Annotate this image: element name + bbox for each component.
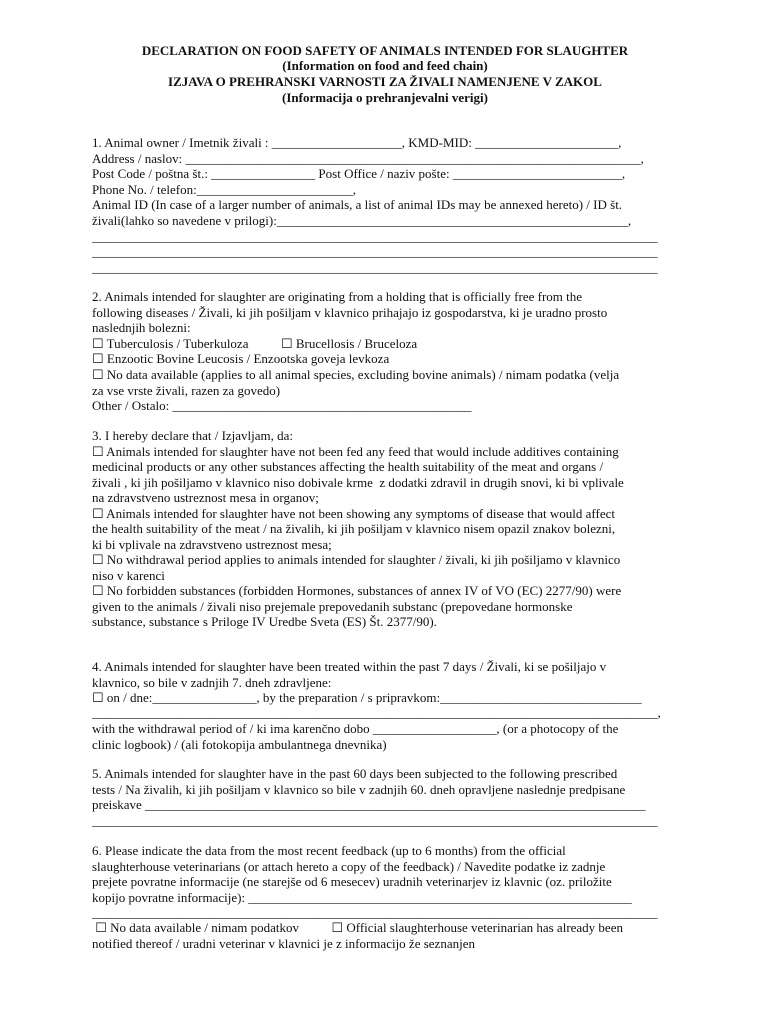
section3-line: na zdravstveno ustreznost mesa in organov; (92, 490, 319, 505)
feedback-line: kopijo povratne informacije): ___________________________________________________________ (92, 890, 632, 905)
tests-line: preiskave _____________________________________________________________________________ (92, 797, 646, 812)
section2-line: 2. Animals intended for slaughter are originating from a holding that is officially free from the (92, 289, 583, 304)
section3-line: the health suitability of the meat / na živalih, ki jih pošiljam v klavnico nisem opazil znakov bolezni, (92, 521, 616, 536)
section3-line: ki bi vplivale na zdravstveno ustreznost mesa; (92, 537, 332, 552)
feedback-checkbox-line: ☐ No data available / nimam podatkov ☐ Official slaughterhouse veterinarian has already been (92, 920, 623, 935)
subtitle-en: (Information on food and feed chain) (282, 58, 488, 73)
other-line: Other / Ostalo: ______________________________________________ (92, 398, 472, 413)
blank-line: _______________________________________________________________________________________ (92, 260, 658, 275)
section5-line: 5. Animals intended for slaughter have in the past 60 days been subjected to the following prescribed (92, 766, 618, 781)
post-code-line: Post Code / poštna št.: ________________ Post Office / naziv pošte: __________________________, (92, 166, 626, 181)
declaration-checkbox-line: ☐ Animals intended for slaughter have not been showing any symptoms of disease that would affect (92, 506, 615, 521)
section5-line: tests / Na živalih, ki jih pošiljam v klavnico so bile v zadnjih 60. dneh opravljene naslednje predpisane (92, 782, 626, 797)
section2-line: za vse vrste živali, razen za govedo) (92, 383, 281, 398)
section6-line: prejete povratne informacije (ne starejše od 6 mesecev) uradnih veterinarjev iz klavnic (oz. priložite (92, 874, 612, 889)
declaration-checkbox-line: ☐ No withdrawal period applies to animals intended for slaughter / živali, ki jih pošiljamo v klavnico (92, 552, 621, 567)
section3-line: given to the animals / živali niso prejemale prepovedanih substanc (prepovedane hormonske (92, 599, 573, 614)
owner-line: 1. Animal owner / Imetnik živali : ____________________, KMD-MID: ______________________, (92, 135, 622, 150)
title-en: DECLARATION ON FOOD SAFETY OF ANIMALS INTENDED FOR SLAUGHTER (141, 43, 629, 58)
withdrawal-line: with the withdrawal period of / ki ima karenčno dobo ___________________, (or a photocopy of the (92, 721, 619, 736)
address-line: Address / naslov: ______________________________________________________________________, (92, 151, 644, 166)
section6-line: 6. Please indicate the data from the most recent feedback (up to 6 months) from the official (92, 843, 566, 858)
section3-heading: 3. I hereby declare that / Izjavljam, da: (92, 428, 294, 443)
declaration-checkbox-line: ☐ Animals intended for slaughter have not been fed any feed that would include additives containing (92, 444, 619, 459)
blank-line: _______________________________________________________________________________________ (92, 905, 658, 920)
section4-line: 4. Animals intended for slaughter have been treated within the past 7 days / Živali, ki se pošiljajo v (92, 659, 607, 674)
section3-line: substance, substance s Priloge IV Uredbe Sveta (ES) Št. 2377/90). (92, 614, 437, 629)
blank-line: _______________________________________________________________________________________ (92, 229, 658, 244)
blank-line: _______________________________________________________________________________________ (92, 813, 658, 828)
animal-id-line: Animal ID (In case of a larger number of animals, a list of animal IDs may be annexed hereto) / ID št. (92, 197, 623, 212)
declaration-checkbox-line: ☐ No forbidden substances (forbidden Hormones, substances of annex IV of VO (EC) 2277/90) were (92, 583, 622, 598)
no-data-checkbox-line: ☐ No data available (applies to all animal species, excluding bovine animals) / nimam podatka (velja (92, 367, 620, 382)
phone-line: Phone No. / telefon:________________________, (92, 182, 356, 197)
section2-line: naslednjih bolezni: (92, 320, 191, 335)
section3-line: niso v karenci (92, 568, 165, 583)
section6-line: slaughterhouse veterinarians (or attach hereto a copy of the feedback) / Navedite podatke iz zadnje (92, 859, 606, 874)
blank-line: _______________________________________________________________________________________ (92, 244, 658, 259)
section4-line: clinic logbook) / (ali fotokopija ambulantnega dnevnika) (92, 737, 387, 752)
disease-checkbox-line: ☐ Enzootic Bovine Leucosis / Enzootska goveja levkoza (92, 351, 390, 366)
title-sl: IZJAVA O PREHRANSKI VARNOSTI ZA ŽIVALI NAMENJENE V ZAKOL (168, 74, 602, 89)
section2-line: following diseases / Živali, ki jih pošiljam v klavnico prihajajo iz gospodarstva, ki je uradno prosto (92, 305, 608, 320)
disease-checkbox-line: ☐ Tuberculosis / Tuberkuloza ☐ Brucellosis / Bruceloza (92, 336, 418, 351)
animal-id-line-2: živali(lahko so navedene v prilogi):______________________________________________________, (92, 213, 632, 228)
section3-line: medicinal products or any other substances affecting the health suitability of the meat and organs / (92, 459, 604, 474)
section6-line: notified thereof / uradni veterinar v klavnici je z informacijo že seznanjen (92, 936, 475, 951)
section4-line: klavnico, so bile v zadnjih 7. dneh zdravljene: (92, 675, 332, 690)
subtitle-sl: (Informacija o prehranjevalni verigi) (282, 90, 488, 105)
blank-line: _______________________________________________________________________________________, (92, 705, 661, 720)
section3-line: živali , ki jih pošiljamo v klavnico niso dobivale krme z dodatki zdravil in drugih snovi, ki bi vplivale (92, 475, 624, 490)
treatment-checkbox-line: ☐ on / dne:________________, by the preparation / s pripravkom:_______________________________ (92, 690, 642, 705)
